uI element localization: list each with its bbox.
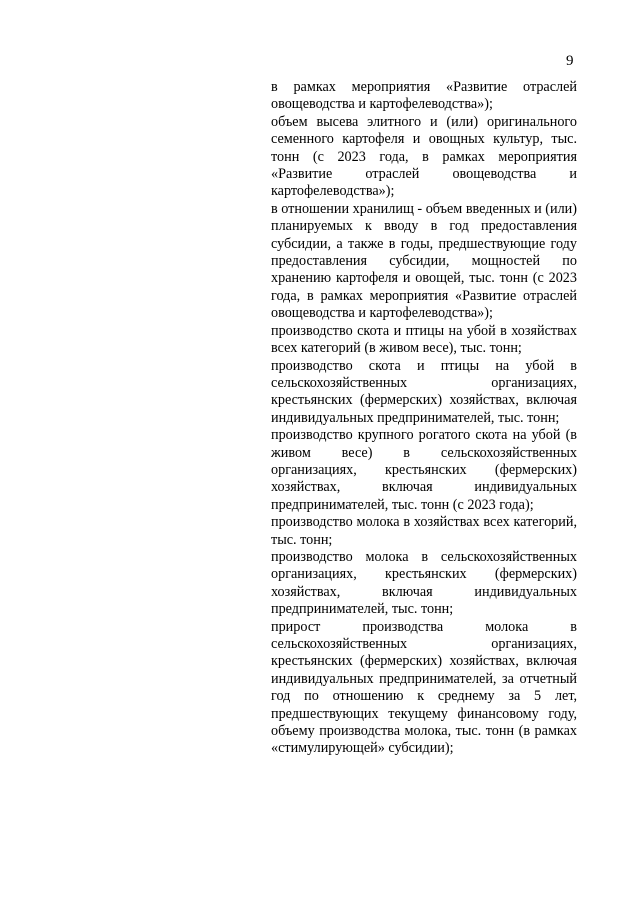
paragraph-milk-growth: прирост производства молока в сельскохозяйственных организациях, крестьянских (фермерских) хозяйствах, включая индивидуальных предпринимателей, за отчетный год по отношению к среднему за 5 лет, предшествующих текущему финансовому году, объему производства молока, тыс. тонн (в рамках «стимулирующей» субсидии);	[271, 618, 577, 757]
paragraph-livestock-all-farms: производство скота и птицы на убой в хозяйствах всех категорий (в живом весе), тыс. тонн;	[271, 322, 577, 357]
paragraph-milk-all-farms: производство молока в хозяйствах всех категорий, тыс. тонн;	[271, 514, 577, 548]
paragraph-cattle-production: производство крупного рогатого скота на убой (в живом весе) в сельскохозяйственных организациях, крестьянских (фермерских) хозяйствах, включая индивидуальных предпринимателей, тыс. тонн (с 2023 года);	[271, 427, 577, 513]
page-number: 9	[566, 53, 574, 69]
document-body	[271, 79, 577, 758]
paragraph-storage-capacity: в отношении хранилищ - объем введенных и (или) планируемых к вводу в год предоставления субсидии, а также в годы, предшествующие году предоставления субсидии, мощностей по хранению картофеля и овощей, тыс. тонн (с 2023 года, в рамках мероприятия «Развитие отраслей овощеводства и картофелеводства»);	[271, 200, 577, 322]
paragraph-livestock-agri-orgs: производство скота и птицы на убой в сельскохозяйственных организациях, крестьянских (фермерских) хозяйствах, включая индивидуальных предпринимателей, тыс. тонн;	[271, 357, 577, 426]
paragraph-vegetable-program: в рамках мероприятия «Развитие отраслей овощеводства и картофелеводства»);	[271, 79, 577, 113]
paragraph-milk-agri-orgs: производство молока в сельскохозяйственных организациях, крестьянских (фермерских) хозяйствах, включая индивидуальных предпринимателей, тыс. тонн;	[271, 548, 577, 618]
paragraph-seed-potato-sowing: объем высева элитного и (или) оригинального семенного картофеля и овощных культур, тыс. тонн (с 2023 года, в рамках мероприятия «Развитие отраслей овощеводства и картофелеводства»);	[271, 113, 577, 200]
